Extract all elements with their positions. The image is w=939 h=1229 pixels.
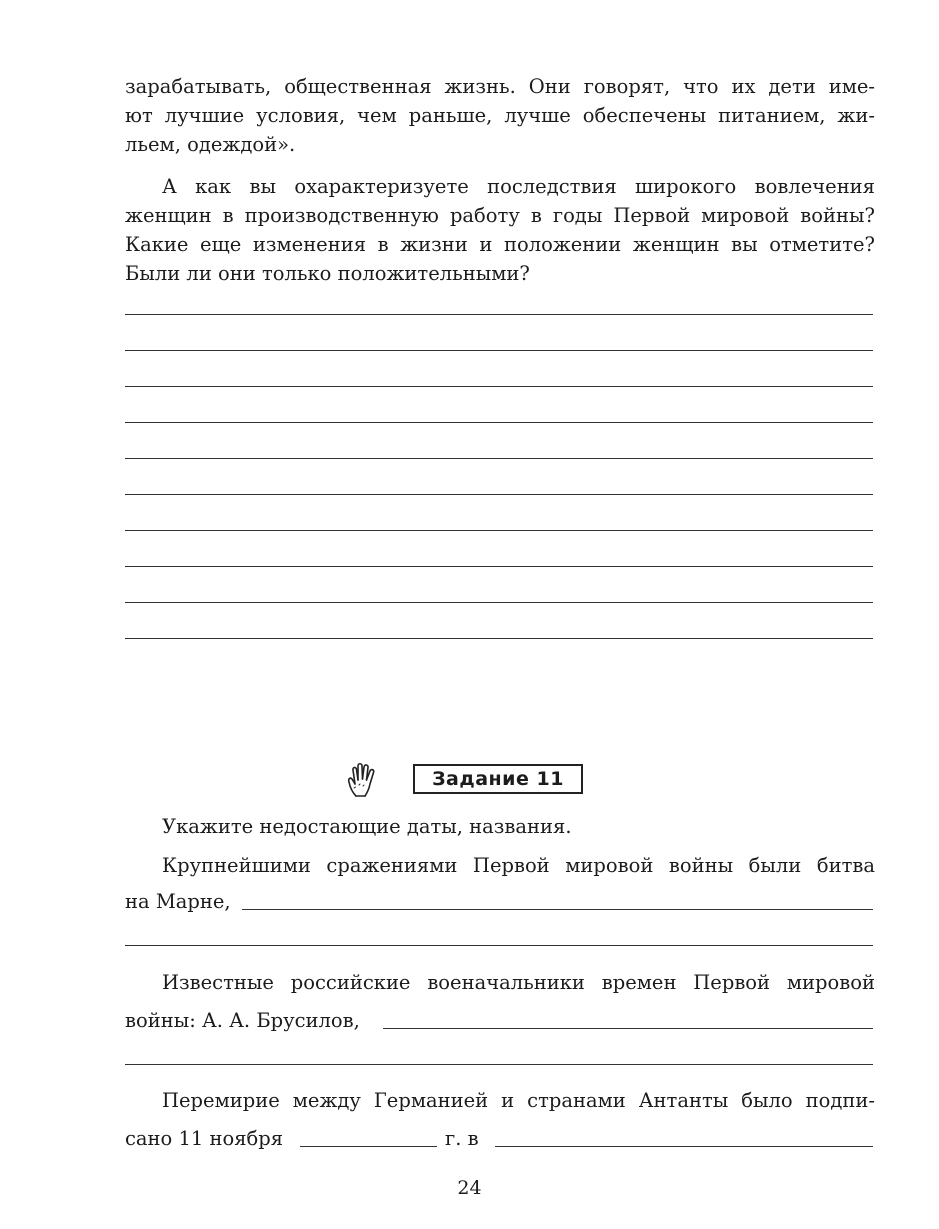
page-number: 24 <box>457 1177 482 1199</box>
year-answer-line[interactable] <box>300 1146 437 1147</box>
question-paragraph <box>125 172 875 288</box>
task-item-commanders <box>125 968 875 997</box>
item-label: войны: А. А. Брусилов, <box>125 1009 360 1032</box>
paragraph-line: А как вы охарактеризуете последствия широкого вовлечения <box>162 175 875 198</box>
answer-line[interactable] <box>125 386 873 387</box>
continuation-paragraph <box>125 72 875 159</box>
answer-line[interactable] <box>125 314 873 315</box>
fill-row-commanders <box>125 1006 873 1035</box>
answer-line[interactable] <box>125 945 873 946</box>
paragraph-line: льем, одеждой». <box>125 133 296 156</box>
task-item-armistice <box>125 1086 875 1115</box>
item-text: Перемирие между Германией и странами Антанты было подпи- <box>162 1089 875 1112</box>
fill-row-armistice <box>125 1124 873 1153</box>
answer-line[interactable] <box>125 494 873 495</box>
answer-line[interactable] <box>125 530 873 531</box>
answer-line[interactable] <box>125 638 873 639</box>
answer-line[interactable] <box>125 602 873 603</box>
paragraph-line: Были ли они только положительными? <box>125 262 530 285</box>
answer-line[interactable] <box>125 422 873 423</box>
hand-icon <box>344 760 384 800</box>
city-answer-line[interactable] <box>495 1146 873 1147</box>
paragraph-line: женщин в производственную работу в годы Первой мировой войны? <box>125 204 875 227</box>
answer-line[interactable] <box>125 458 873 459</box>
paragraph-line: Какие еще изменения в жизни и положении женщин вы отметите? <box>125 233 875 256</box>
fill-row-battles <box>125 887 873 916</box>
answer-line[interactable] <box>242 909 873 910</box>
item-label: сано 11 ноября <box>125 1127 284 1150</box>
answer-line[interactable] <box>125 1064 873 1065</box>
paragraph-line: зарабатывать, общественная жизнь. Они говорят, что их дети име- <box>125 75 875 98</box>
answer-line[interactable] <box>125 350 873 351</box>
answer-line[interactable] <box>125 566 873 567</box>
item-label: на Марне, <box>125 890 231 913</box>
task-title: Задание 11 <box>413 764 583 794</box>
instruction-text: Укажите недостающие даты, названия. <box>162 815 572 838</box>
item-label-city: г. в <box>445 1127 479 1150</box>
answer-line[interactable] <box>383 1028 873 1029</box>
item-text: Крупнейшими сражениями Первой мировой войны были битва <box>162 854 875 877</box>
item-text: Известные российские военачальники времен Первой мировой <box>162 971 875 994</box>
paragraph-line: ют лучшие условия, чем раньше, лучше обеспечены питанием, жи- <box>125 104 875 127</box>
task-instruction <box>125 812 875 841</box>
task-item-battles <box>125 851 875 880</box>
